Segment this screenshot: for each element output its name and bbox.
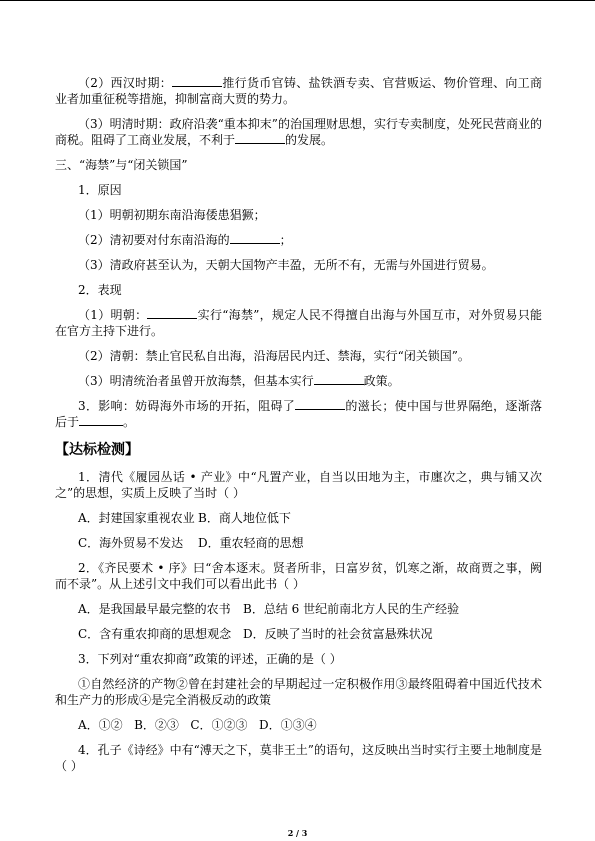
manifestation-2: （2）清朝：禁止官民私自出海，沿海居民内迁、禁海，实行“闭关锁国”。 [78, 349, 470, 363]
question-2-options-row2 [78, 626, 542, 642]
question-2: 2．《齐民要术 • 序》曰“舍本逐末。贤者所非，日富岁贫，饥寒之渐，故商贾之事，阙而不录”。从上述引文中我们可以看出此书（ ） [55, 561, 542, 591]
section-heading-3: 三、“海禁”与“闭关锁国” [55, 158, 188, 172]
impact: 3．影响：妨碍海外市场的开拓，阻碍了 的滋长；使中国与世界隔绝，逐渐落后于 。 [55, 399, 542, 429]
option-c[interactable]: C．海外贸易不发达 [78, 536, 184, 550]
paragraph-ming-qing: （3）明清时期：政府沿袭“重本抑末”的治国理财思想，实行专卖制度，处死民营商业的商税。阻碍了工商业发展，不利于 的发展。 [55, 117, 542, 147]
question-1-options-row2 [78, 535, 542, 551]
fill-blank[interactable] [230, 232, 280, 244]
cause-2: （2）清初要对付东南沿海的 ； [78, 233, 292, 247]
fill-blank[interactable] [295, 398, 345, 410]
option-d[interactable]: D．反映了当时的社会贫富悬殊状况 [243, 627, 433, 641]
manifestation-1: （1）明朝： 实行“海禁”，规定人民不得擅自出海与外国互市，对外贸易只能在官方主持下进行。 [55, 308, 542, 338]
question-2-options-row1 [78, 601, 542, 617]
question-1-options-row1 [78, 510, 542, 526]
cause-1: （1）明朝初期东南沿海倭患猖獗； [78, 208, 266, 222]
fill-blank[interactable] [172, 75, 222, 87]
document-body [55, 75, 542, 783]
subheading-cause: 1．原因 [78, 183, 122, 197]
manifestation-3: （3）明清统治者虽曾开放海禁，但基本实行 政策。 [78, 374, 400, 388]
option-b[interactable]: B．总结 6 世纪前南北方人民的生产经验 [243, 602, 460, 616]
question-3-options[interactable]: A．①② B．②③ C．①②③ D．①③④ [78, 718, 317, 732]
cause-3: （3）清政府甚至认为，天朝大国物产丰盈，无所不有，无需与外国进行贸易。 [78, 258, 494, 272]
option-d[interactable]: D．重农轻商的思想 [198, 536, 304, 550]
option-a[interactable]: A．是我国最早最完整的农书 [78, 602, 231, 616]
page-number: 2 / 3 [287, 828, 308, 838]
top-rule [0, 0, 595, 1]
option-b[interactable]: B．商人地位低下 [198, 511, 291, 525]
option-c[interactable]: C．含有重农抑商的思想观念 [78, 627, 232, 641]
subheading-manifestation: 2．表现 [78, 283, 122, 297]
paragraph-western-han: （2）西汉时期： 推行货币官铸、盐铁酒专卖、官营贩运、物价管理、向工商业者加重征税等措施，抑制富商大贾的势力。 [55, 76, 542, 106]
question-3-statements: ①自然经济的产物②曾在封建社会的早期起过一定积极作用③最终阻碍着中国近代技术和生产力的形成④是完全消极反动的政策 [55, 677, 542, 707]
question-3: 3．下列对“重农抑商”政策的评述，正确的是（ ） [78, 652, 342, 666]
option-a[interactable]: A．封建国家重视农业 [78, 511, 195, 525]
section-title: 【达标检测】 [55, 442, 139, 458]
question-4: 4．孔子《诗经》中有“溥天之下，莫非王土”的语句，这反映出当时实行主要土地制度是（ ） [55, 743, 542, 773]
question-1: 1．清代《履园丛话 • 产业》中“凡置产业，自当以田地为主，市廛次之，典与铺又次之”的思想，实质上反映了当时（ ） [55, 470, 542, 500]
fill-blank[interactable] [79, 414, 123, 426]
fill-blank[interactable] [314, 373, 364, 385]
fill-blank[interactable] [147, 307, 197, 319]
fill-blank[interactable] [235, 132, 285, 144]
